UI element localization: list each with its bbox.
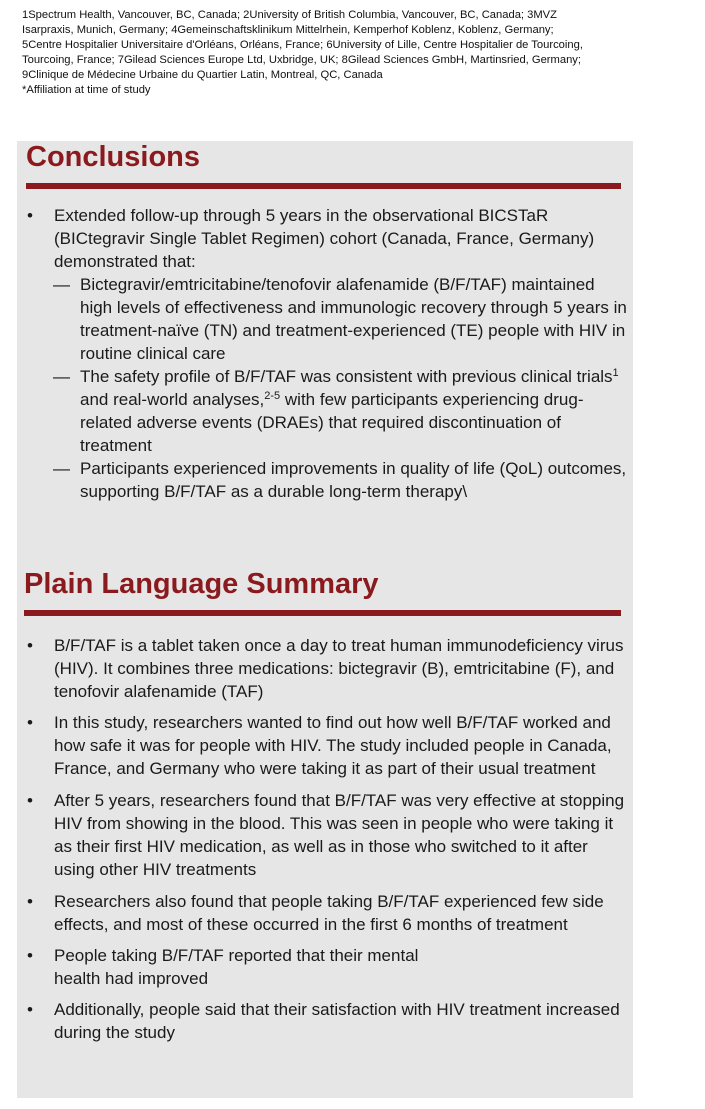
summary-item-text: In this study, researchers wanted to find out how well B/F/TAF worked and how safe it was for people with HIV. The study included people in Canada, France, and Germany who were taking it as part of their usual treatment (54, 713, 612, 778)
reference-superscript: 1 (612, 367, 619, 379)
affiliation-line: Tourcoing, France; 7Gilead Sciences Europe Ltd, Uxbridge, UK; 8Gilead Sciences GmbH, Martinsried, Germany; (22, 54, 582, 66)
summary-item-text: After 5 years, researchers found that B/F/TAF was very effective at stopping HIV from showing in the blood. This was seen in people who were taking it as their first HIV medication, as well as in those who switched to it after using other HIV treatments (54, 791, 625, 879)
summary-item (0, 944, 630, 990)
summary-item (0, 711, 630, 780)
conclusions-rule (26, 183, 621, 189)
affiliation-line: 5Centre Hospitalier Universitaire d'Orléans, Orléans, France; 6University of Lille, Centre Hospitalier de Tourcoing, (22, 39, 583, 51)
conclusions-lead-text: Extended follow-up through 5 years in the observational BICSTaR (BICtegravir Single Tablet Regimen) cohort (Canada, France, Germany) demonstrated that: (54, 206, 595, 271)
summary-item (0, 998, 630, 1044)
affiliation-line: 9Clinique de Médecine Urbaine du Quartier Latin, Montreal, QC, Canada (22, 69, 383, 81)
conclusions-heading: Conclusions (26, 141, 201, 173)
point-text: with few participants experiencing drug-related adverse events (DRAEs) that required discontinuation of treatment (80, 390, 584, 455)
summary-item (0, 789, 630, 881)
conclusions-point (0, 365, 630, 457)
conclusions-bullet (0, 204, 630, 503)
point-text: The safety profile of B/F/TAF was consistent with previous clinical trials (80, 367, 613, 386)
summary-item-text: B/F/TAF is a tablet taken once a day to treat human immunodeficiency virus (HIV). It combines three medications: bictegravir (B), emtricitabine (F), and tenofovir alafenamide (TAF) (54, 636, 624, 701)
summary-item (0, 890, 630, 936)
point-text: and real-world analyses, (80, 390, 265, 409)
affiliation-line: 1Spectrum Health, Vancouver, BC, Canada; 2University of British Columbia, Vancouver, BC, Canada; 3MVZ (22, 9, 557, 21)
summary-item-text: People taking B/F/TAF reported that their mental health had improved (54, 946, 419, 988)
summary-heading: Plain Language Summary (24, 568, 379, 600)
point-text: Bictegravir/emtricitabine/tenofovir alafenamide (B/F/TAF) maintained high levels of effectiveness and immunologic recovery through 5 years in treatment-naïve (TN) and treatment-experienced (TE) people with HIV in routine clinical care (80, 275, 627, 363)
summary-rule (24, 610, 621, 616)
summary-item-text: Additionally, people said that their satisfaction with HIV treatment increased during the study (54, 1000, 620, 1042)
affiliation-note: *Affiliation at time of study (22, 84, 151, 96)
conclusions-point (0, 457, 630, 503)
reference-superscript: 2-5 (264, 390, 281, 402)
conclusions-list (0, 204, 630, 503)
summary-item-text: Researchers also found that people taking B/F/TAF experienced few side effects, and most of these occurred in the first 6 months of treatment (54, 892, 604, 934)
summary-list (0, 634, 630, 1044)
point-text: Participants experienced improvements in quality of life (QoL) outcomes, supporting B/F/TAF as a durable long-term therapy\ (80, 459, 627, 501)
conclusions-sublist (54, 273, 630, 503)
conclusions-point (0, 273, 630, 365)
summary-item (0, 634, 630, 703)
affiliation-line: Isarpraxis, Munich, Germany; 4Gemeinschaftsklinikum Mittelrhein, Kemperhof Koblenz, Koblenz, Germany; (22, 24, 554, 36)
affiliations (22, 8, 692, 98)
